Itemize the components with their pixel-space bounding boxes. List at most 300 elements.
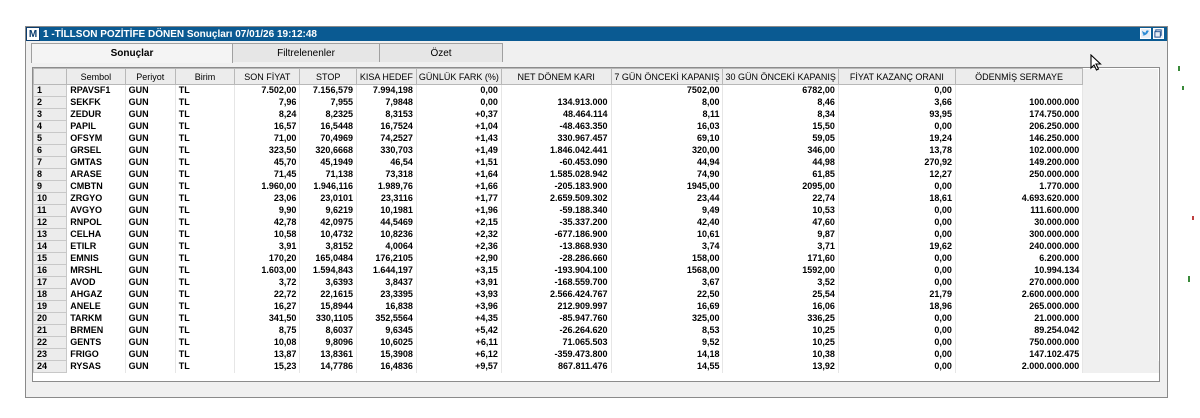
table-cell: 3,71 xyxy=(723,241,838,253)
table-cell: ZEDUR xyxy=(67,109,125,121)
table-cell: +1,77 xyxy=(416,193,501,205)
table-cell: RYSAS xyxy=(67,361,125,373)
table-cell: 1.989,76 xyxy=(356,181,416,193)
table-cell: 0,00 xyxy=(838,325,955,337)
column-header-10[interactable]: 30 GÜN ÖNCEKİ KAPANIŞ xyxy=(723,69,838,85)
table-cell: TL xyxy=(175,325,234,337)
table-row[interactable] xyxy=(34,109,1159,121)
table-cell: GUN xyxy=(125,85,175,97)
table-cell: 16,03 xyxy=(611,121,723,133)
table-cell: 240.000.000 xyxy=(955,241,1082,253)
table-cell: RPAVSF1 xyxy=(67,85,125,97)
column-header-2[interactable]: Periyot xyxy=(125,69,175,85)
row-number: 1 xyxy=(34,85,67,97)
table-cell: +6,12 xyxy=(416,349,501,361)
twitter-bird-icon[interactable] xyxy=(1140,28,1151,39)
table-cell: TL xyxy=(175,145,234,157)
table-cell: GENTS xyxy=(67,337,125,349)
table-row[interactable] xyxy=(34,181,1159,193)
table-cell: 16,838 xyxy=(356,301,416,313)
table-cell: 8,34 xyxy=(723,109,838,121)
table-cell: 23,3395 xyxy=(356,289,416,301)
table-cell: 70,4969 xyxy=(300,133,357,145)
table-cell: GUN xyxy=(125,301,175,313)
table-cell: 10,53 xyxy=(723,205,838,217)
table-cell: -48.463.350 xyxy=(501,121,611,133)
table-cell: 9,49 xyxy=(611,205,723,217)
table-cell: 0,00 xyxy=(838,181,955,193)
tab-filtrelenenler[interactable]: Filtrelenenler xyxy=(232,43,380,62)
table-cell: 170,20 xyxy=(235,253,300,265)
table-row[interactable] xyxy=(34,133,1159,145)
table-row[interactable] xyxy=(34,361,1159,373)
table-cell: TL xyxy=(175,313,234,325)
table-cell: +2,15 xyxy=(416,217,501,229)
table-cell: 171,60 xyxy=(723,253,838,265)
table-cell: +3,93 xyxy=(416,289,501,301)
table-cell: 6.200.000 xyxy=(955,253,1082,265)
row-filler xyxy=(1083,85,1159,97)
table-cell: AHGAZ xyxy=(67,289,125,301)
table-cell: 48.464.114 xyxy=(501,109,611,121)
table-cell: TL xyxy=(175,229,234,241)
table-cell: 0,00 xyxy=(838,205,955,217)
table-cell: 14,18 xyxy=(611,349,723,361)
table-cell: 9,87 xyxy=(723,229,838,241)
table-cell: TL xyxy=(175,265,234,277)
table-cell: 16,7524 xyxy=(356,121,416,133)
table-cell: PAPIL xyxy=(67,121,125,133)
table-cell: 352,5564 xyxy=(356,313,416,325)
table-cell: 45,70 xyxy=(235,157,300,169)
table-cell: TL xyxy=(175,97,234,109)
table-cell: 8,11 xyxy=(611,109,723,121)
table-row[interactable] xyxy=(34,277,1159,289)
table-cell: 93,95 xyxy=(838,109,955,121)
table-cell: TL xyxy=(175,157,234,169)
table-cell: 13,92 xyxy=(723,361,838,373)
tab-ozet[interactable]: Özet xyxy=(379,43,503,62)
table-cell: 22,50 xyxy=(611,289,723,301)
table-cell: 1.603,00 xyxy=(235,265,300,277)
column-header-7[interactable]: GÜNLÜK FARK (%) xyxy=(416,69,501,85)
table-row[interactable] xyxy=(34,349,1159,361)
table-cell: AVOD xyxy=(67,277,125,289)
table-cell: GUN xyxy=(125,181,175,193)
table-cell: 320,6668 xyxy=(300,145,357,157)
table-cell: 25,54 xyxy=(723,289,838,301)
table-cell: 8,53 xyxy=(611,325,723,337)
table-cell: 21,79 xyxy=(838,289,955,301)
row-number: 3 xyxy=(34,109,67,121)
table-cell: 111.600.000 xyxy=(955,205,1082,217)
table-cell: +1,49 xyxy=(416,145,501,157)
table-cell: 320,00 xyxy=(611,145,723,157)
table-cell: 74,90 xyxy=(611,169,723,181)
window-title: 1 -TİLLSON POZİTİFE DÖNEN Sonuçları 07/01/26 19:12:48 xyxy=(43,28,317,40)
table-cell: 10,38 xyxy=(723,349,838,361)
table-cell: 1.946,116 xyxy=(300,181,357,193)
table-cell: 19,24 xyxy=(838,133,955,145)
table-cell: 10,25 xyxy=(723,325,838,337)
table-header-row xyxy=(34,69,1159,85)
table-cell: +3,15 xyxy=(416,265,501,277)
table-cell: 1.960,00 xyxy=(235,181,300,193)
table-cell: 61,85 xyxy=(723,169,838,181)
table-cell: SEKFK xyxy=(67,97,125,109)
row-filler xyxy=(1083,109,1159,121)
table-cell: 7,955 xyxy=(300,97,357,109)
row-filler xyxy=(1083,181,1159,193)
row-number: 24 xyxy=(34,361,67,373)
row-number: 20 xyxy=(34,313,67,325)
row-filler xyxy=(1083,337,1159,349)
table-cell: 21.000.000 xyxy=(955,313,1082,325)
table-cell: TL xyxy=(175,133,234,145)
table-cell: -26.264.620 xyxy=(501,325,611,337)
table-cell: GUN xyxy=(125,133,175,145)
table-cell: 750.000.000 xyxy=(955,337,1082,349)
table-cell: TL xyxy=(175,277,234,289)
table-row[interactable] xyxy=(34,301,1159,313)
row-number: 7 xyxy=(34,157,67,169)
table-cell: GUN xyxy=(125,229,175,241)
table-cell: GUN xyxy=(125,289,175,301)
table-cell: 23,3116 xyxy=(356,193,416,205)
table-cell: 22,1615 xyxy=(300,289,357,301)
table-row[interactable] xyxy=(34,325,1159,337)
table-cell: 1568,00 xyxy=(611,265,723,277)
table-cell: GUN xyxy=(125,253,175,265)
table-cell: 0,00 xyxy=(838,85,955,97)
table-cell: 7.502,00 xyxy=(235,85,300,97)
table-cell: 0,00 xyxy=(838,361,955,373)
table-cell: 15,3908 xyxy=(356,349,416,361)
table-cell: -35.337.200 xyxy=(501,217,611,229)
background-edge xyxy=(1170,26,1200,418)
table-cell: +5,42 xyxy=(416,325,501,337)
table-cell: GUN xyxy=(125,193,175,205)
row-filler xyxy=(1083,277,1159,289)
table-cell: ARASE xyxy=(67,169,125,181)
table-cell: FRIGO xyxy=(67,349,125,361)
table-cell: 10,6025 xyxy=(356,337,416,349)
table-cell: GUN xyxy=(125,349,175,361)
row-number: 5 xyxy=(34,133,67,145)
table-cell: 42,0975 xyxy=(300,217,357,229)
row-number: 4 xyxy=(34,121,67,133)
title-bar[interactable] xyxy=(26,27,1167,41)
table-cell: GUN xyxy=(125,361,175,373)
table-cell: 71,138 xyxy=(300,169,357,181)
table-cell: 44,98 xyxy=(723,157,838,169)
row-number: 17 xyxy=(34,277,67,289)
table-cell: GUN xyxy=(125,337,175,349)
table-cell: ANELE xyxy=(67,301,125,313)
table-cell: 23,0101 xyxy=(300,193,357,205)
table-cell: 69,10 xyxy=(611,133,723,145)
table-cell: 174.750.000 xyxy=(955,109,1082,121)
table-cell: TL xyxy=(175,109,234,121)
table-row[interactable] xyxy=(34,193,1159,205)
table-cell: -193.904.100 xyxy=(501,265,611,277)
table-cell: 23,44 xyxy=(611,193,723,205)
row-number: 6 xyxy=(34,145,67,157)
row-number: 19 xyxy=(34,301,67,313)
table-cell: GUN xyxy=(125,121,175,133)
table-cell: +1,64 xyxy=(416,169,501,181)
table-cell: 18,61 xyxy=(838,193,955,205)
table-cell: AVGYO xyxy=(67,205,125,217)
column-header-8[interactable]: NET DÖNEM KARI xyxy=(501,69,611,85)
table-cell: 10,08 xyxy=(235,337,300,349)
row-number: 15 xyxy=(34,253,67,265)
table-cell: 16,5448 xyxy=(300,121,357,133)
table-cell: 146.250.000 xyxy=(955,133,1082,145)
table-cell: 23,06 xyxy=(235,193,300,205)
row-number: 21 xyxy=(34,325,67,337)
table-cell: 147.102.475 xyxy=(955,349,1082,361)
table-cell: 0,00 xyxy=(838,217,955,229)
table-cell: 44,94 xyxy=(611,157,723,169)
table-cell: GUN xyxy=(125,325,175,337)
table-cell: 1.594,843 xyxy=(300,265,357,277)
table-cell: 0,00 xyxy=(838,253,955,265)
table-cell: 0,00 xyxy=(838,265,955,277)
column-header-12[interactable]: ÖDENMİŞ SERMAYE xyxy=(955,69,1082,85)
row-filler xyxy=(1083,157,1159,169)
table-cell: 270,92 xyxy=(838,157,955,169)
column-header-5[interactable]: STOP xyxy=(300,69,357,85)
table-cell: 15,50 xyxy=(723,121,838,133)
table-cell: 149.200.000 xyxy=(955,157,1082,169)
table-cell: 15,8944 xyxy=(300,301,357,313)
table-cell: RNPOL xyxy=(67,217,125,229)
table-cell: 45,1949 xyxy=(300,157,357,169)
table-cell: MRSHL xyxy=(67,265,125,277)
table-cell: 1.846.042.441 xyxy=(501,145,611,157)
row-filler xyxy=(1083,265,1159,277)
table-cell: +1,51 xyxy=(416,157,501,169)
table-cell: 7.156,579 xyxy=(300,85,357,97)
table-cell: TL xyxy=(175,85,234,97)
table-cell: BRMEN xyxy=(67,325,125,337)
table-cell: GUN xyxy=(125,217,175,229)
table-cell: 3,52 xyxy=(723,277,838,289)
mouse-pointer-icon xyxy=(1090,54,1104,72)
table-cell: 10,25 xyxy=(723,337,838,349)
table-cell: 89.254.042 xyxy=(955,325,1082,337)
table-cell: 10,4732 xyxy=(300,229,357,241)
row-filler xyxy=(1083,229,1159,241)
row-filler xyxy=(1083,145,1159,157)
row-filler xyxy=(1083,253,1159,265)
column-header-9[interactable]: 7 GÜN ÖNCEKİ KAPANIŞ xyxy=(611,69,723,85)
table-cell: 19,62 xyxy=(838,241,955,253)
table-cell: -359.473.800 xyxy=(501,349,611,361)
row-number: 23 xyxy=(34,349,67,361)
row-filler xyxy=(1083,313,1159,325)
table-cell xyxy=(955,85,1082,97)
table-cell: 158,00 xyxy=(611,253,723,265)
table-cell: -59.188.340 xyxy=(501,205,611,217)
table-row[interactable] xyxy=(34,157,1159,169)
table-row[interactable] xyxy=(34,217,1159,229)
table-cell: 0,00 xyxy=(838,229,955,241)
table-cell: 71,00 xyxy=(235,133,300,145)
table-cell: 74,2527 xyxy=(356,133,416,145)
table-cell: 16,57 xyxy=(235,121,300,133)
table-cell: GUN xyxy=(125,169,175,181)
table-cell: GMTAS xyxy=(67,157,125,169)
table-row[interactable] xyxy=(34,313,1159,325)
table-cell: 16,06 xyxy=(723,301,838,313)
table-cell: -60.453.090 xyxy=(501,157,611,169)
table-row[interactable] xyxy=(34,121,1159,133)
table-cell: 13,78 xyxy=(838,145,955,157)
row-number: 2 xyxy=(34,97,67,109)
table-cell: 7.994,198 xyxy=(356,85,416,97)
row-number: 8 xyxy=(34,169,67,181)
table-row[interactable] xyxy=(34,265,1159,277)
table-cell: 0,00 xyxy=(416,97,501,109)
table-cell: 42,40 xyxy=(611,217,723,229)
table-cell: 1.770.000 xyxy=(955,181,1082,193)
column-header-6[interactable]: KISA HEDEF xyxy=(356,69,416,85)
table-cell: +1,43 xyxy=(416,133,501,145)
table-cell: 1592,00 xyxy=(723,265,838,277)
tab-bar xyxy=(31,43,502,63)
table-cell: 165,0484 xyxy=(300,253,357,265)
table-cell: 8,3153 xyxy=(356,109,416,121)
table-cell xyxy=(501,85,611,97)
table-row[interactable] xyxy=(34,289,1159,301)
table-cell: 3,67 xyxy=(611,277,723,289)
table-cell: 0,00 xyxy=(838,349,955,361)
table-cell: +1,66 xyxy=(416,181,501,193)
table-cell: 42,78 xyxy=(235,217,300,229)
table-cell: 1.644,197 xyxy=(356,265,416,277)
row-number: 9 xyxy=(34,181,67,193)
table-cell: TL xyxy=(175,169,234,181)
table-cell: 18,96 xyxy=(838,301,955,313)
table-cell: 330.967.457 xyxy=(501,133,611,145)
table-cell: 2095,00 xyxy=(723,181,838,193)
table-cell: 1.585.028.942 xyxy=(501,169,611,181)
table-cell: 10,61 xyxy=(611,229,723,241)
table-cell: +0,37 xyxy=(416,109,501,121)
results-window xyxy=(25,26,1168,398)
table-cell: 134.913.000 xyxy=(501,97,611,109)
row-filler xyxy=(1083,301,1159,313)
table-cell: +3,91 xyxy=(416,277,501,289)
row-filler xyxy=(1083,349,1159,361)
column-header-0[interactable] xyxy=(34,69,67,85)
restore-window-icon[interactable] xyxy=(1153,28,1164,39)
table-cell: 330,703 xyxy=(356,145,416,157)
table-cell: -205.183.900 xyxy=(501,181,611,193)
tab-sonuclar[interactable]: Sonuçlar xyxy=(31,43,233,63)
table-cell: 212.909.997 xyxy=(501,301,611,313)
table-cell: 71.065.503 xyxy=(501,337,611,349)
table-cell: TL xyxy=(175,289,234,301)
table-cell: GUN xyxy=(125,241,175,253)
table-cell: GUN xyxy=(125,109,175,121)
row-number: 13 xyxy=(34,229,67,241)
table-cell: 47,60 xyxy=(723,217,838,229)
table-body xyxy=(34,85,1159,373)
table-cell: GRSEL xyxy=(67,145,125,157)
table-cell: 9,90 xyxy=(235,205,300,217)
table-cell: +1,96 xyxy=(416,205,501,217)
table-cell: +1,04 xyxy=(416,121,501,133)
table-cell: 8,2325 xyxy=(300,109,357,121)
table-cell: 2.566.424.767 xyxy=(501,289,611,301)
table-cell: -13.868.930 xyxy=(501,241,611,253)
table-cell: 0,00 xyxy=(838,313,955,325)
table-cell: TL xyxy=(175,253,234,265)
table-cell: 9,8096 xyxy=(300,337,357,349)
table-row[interactable] xyxy=(34,169,1159,181)
table-cell: 270.000.000 xyxy=(955,277,1082,289)
table-cell: 14,7786 xyxy=(300,361,357,373)
table-cell: 6782,00 xyxy=(723,85,838,97)
table-row[interactable] xyxy=(34,241,1159,253)
results-grid xyxy=(32,67,1160,382)
row-filler xyxy=(1083,325,1159,337)
table-row[interactable] xyxy=(34,97,1159,109)
row-filler xyxy=(1083,361,1159,373)
table-row[interactable] xyxy=(34,205,1159,217)
row-filler xyxy=(1083,97,1159,109)
column-header-4[interactable]: SON FİYAT xyxy=(235,69,300,85)
row-number: 22 xyxy=(34,337,67,349)
table-cell: 1945,00 xyxy=(611,181,723,193)
table-row[interactable] xyxy=(34,253,1159,265)
table-cell: 44,5469 xyxy=(356,217,416,229)
table-row[interactable] xyxy=(34,85,1159,97)
table-cell: GUN xyxy=(125,97,175,109)
table-cell: 10,8236 xyxy=(356,229,416,241)
table-cell: 0,00 xyxy=(838,337,955,349)
row-filler xyxy=(1083,241,1159,253)
table-row[interactable] xyxy=(34,337,1159,349)
table-cell: CMBTN xyxy=(67,181,125,193)
row-filler xyxy=(1083,193,1159,205)
row-filler xyxy=(1083,289,1159,301)
table-cell: 2.659.509.302 xyxy=(501,193,611,205)
table-cell: CELHA xyxy=(67,229,125,241)
table-cell: ETILR xyxy=(67,241,125,253)
row-number: 16 xyxy=(34,265,67,277)
table-cell: 176,2105 xyxy=(356,253,416,265)
table-row[interactable] xyxy=(34,145,1159,157)
table-cell: 3,8152 xyxy=(300,241,357,253)
row-number: 14 xyxy=(34,241,67,253)
table-cell: 341,50 xyxy=(235,313,300,325)
table-cell: 8,00 xyxy=(611,97,723,109)
results-table xyxy=(33,68,1159,373)
column-header-11[interactable]: FİYAT KAZANÇ ORANI xyxy=(838,69,955,85)
table-cell: EMNIS xyxy=(67,253,125,265)
column-header-3[interactable]: Birim xyxy=(175,69,234,85)
table-cell: TL xyxy=(175,181,234,193)
column-header-1[interactable]: Sembol xyxy=(67,69,125,85)
table-cell: 2.000.000.000 xyxy=(955,361,1082,373)
table-cell: +2,90 xyxy=(416,253,501,265)
table-cell: GUN xyxy=(125,145,175,157)
table-row[interactable] xyxy=(34,229,1159,241)
